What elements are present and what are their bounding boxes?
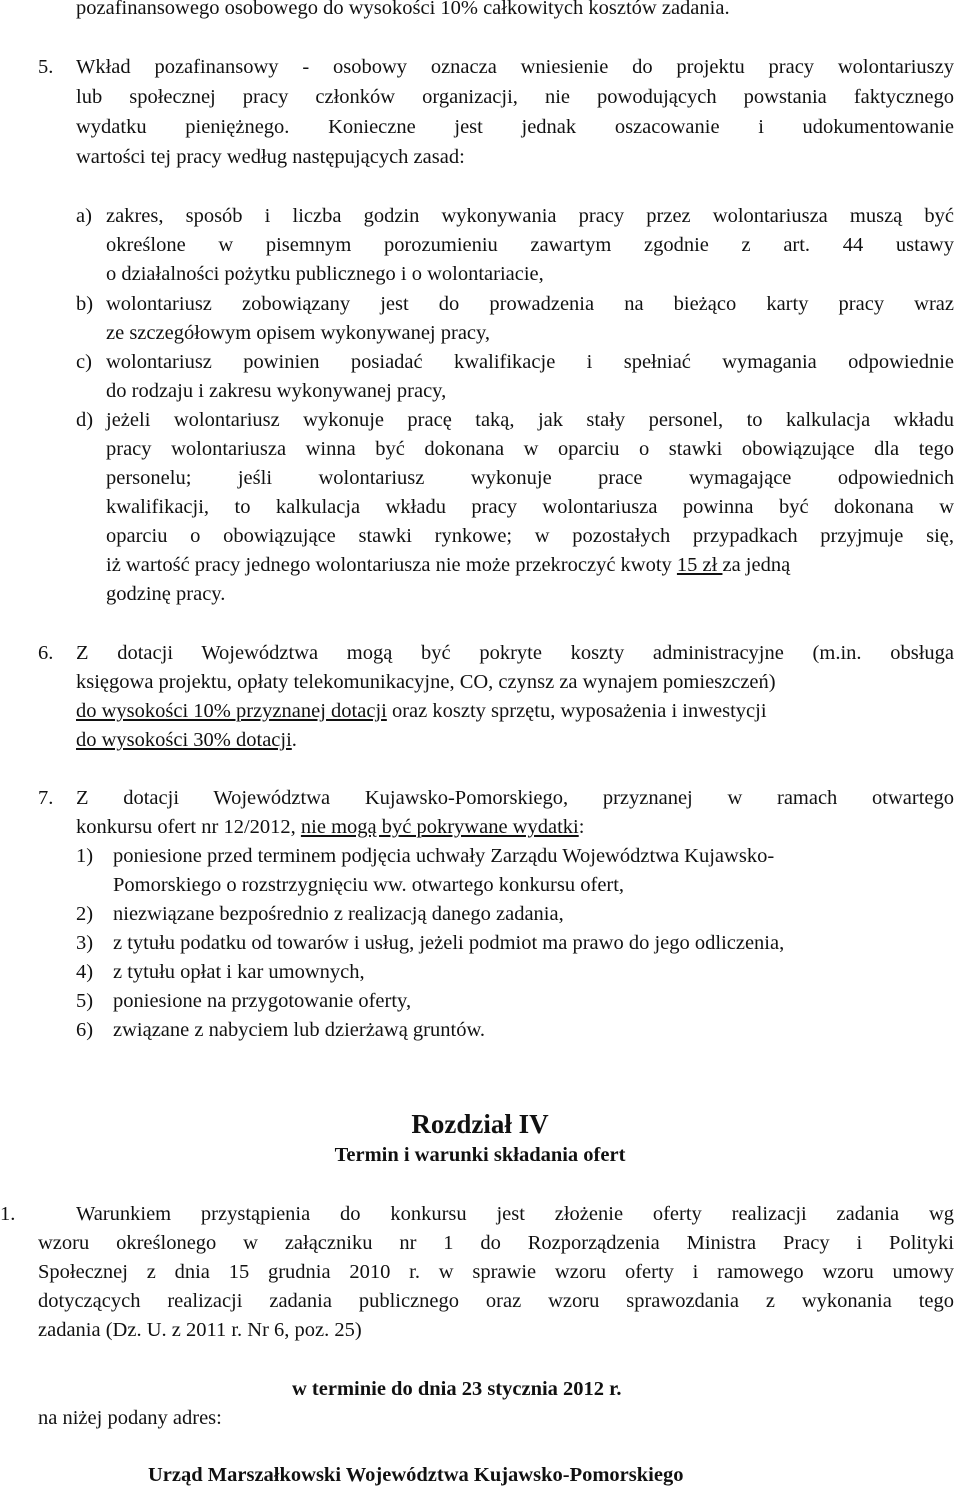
point-6-line-4 [76,726,297,754]
item-c-line-2: do rodzaju i zakresu wykonywanej pracy, [106,380,447,402]
exclusion-4-line-1: z tytułu opłat i kar umownych, [113,961,365,983]
item-d-line-3: personelu; jeśli wolontariusz wykonuje prace wymagające odpowiednich [106,467,954,489]
chapter-subtitle: Termin i warunki składania ofert [334,1144,626,1166]
item-d-line-7: godzinę pracy. [106,583,226,605]
point-7-line-1: Z dotacji Województwa Kujawsko-Pomorskiego, przyznanej w ramach otwartego [76,787,954,809]
equipment-limit: do wysokości 30% dotacji [76,729,292,751]
item-d-line-6-post: za jedną [722,554,791,576]
exclusion-3-number: 3) [76,932,94,954]
chapter-point-1-line-4: dotyczących realizacji zadania publicznego oraz wzoru sprawozdania z wykonania tego [38,1290,954,1312]
item-b-label: b) [76,293,94,315]
rate-amount: 15 zł [676,554,723,576]
item-d-line-6 [106,551,790,579]
exclusion-6-number: 6) [76,1019,94,1041]
point-5-line-3: wydatku pieniężnego. Konieczne jest jednak oszacowanie i udokumentowanie [76,116,954,138]
chapter-point-1-number: 1. [0,1203,16,1225]
point-5-line-1: Wkład pozafinansowy - osobowy oznacza wniesienie do projektu pracy wolontariuszy [76,56,954,78]
chapter-point-1-line-3: Społecznej z dnia 15 grudnia 2010 r. w sprawie wzoru oferty i ramowego wzoru umowy [38,1261,954,1283]
exclusion-2-line-1: niezwiązane bezpośrednio z realizacją danego zadania, [113,903,564,925]
item-a-line-2: określone w pisemnym porozumieniu zawartym zgodnie z art. 44 ustawy [106,234,954,256]
item-d-line-2: pracy wolontariusza winna być dokonana w oparciu o stawki obowiązujące dla tego [106,438,954,460]
point-5-number: 5. [38,56,54,78]
item-d-label: d) [76,409,94,431]
excluded-expenses: nie mogą być pokrywane wydatki [300,816,579,838]
chapter-title: Rozdział IV [411,1109,549,1139]
address-label: na niżej podany adres: [38,1407,222,1429]
item-d-line-5: oparciu o obowiązujące stawki rynkowe; w pozostałych przypadkach przyjmuje się, [106,525,954,547]
item-d-line-1: jeżeli wolontariusz wykonuje pracę taką, jak stały personel, to kalkulacja wkładu [106,409,954,431]
point-7-line-2-pre: konkursu ofert nr 12/2012, [76,816,301,838]
item-d-line-4: kwalifikacji, to kalkulacja wkładu pracy wolontariusza powinna być dokonana w [106,496,954,518]
item-b-line-1: wolontariusz zobowiązany jest do prowadzenia na bieżąco karty pracy wraz [106,293,954,315]
chapter-point-1-line-5: zadania (Dz. U. z 2011 r. Nr 6, poz. 25) [38,1319,362,1341]
exclusion-1-number: 1) [76,845,94,867]
exclusion-5-line-1: poniesione na przygotowanie oferty, [113,990,412,1012]
submission-deadline: w terminie do dnia 23 stycznia 2012 r. [292,1378,622,1400]
item-a-label: a) [76,205,92,227]
point-6-number: 6. [38,642,54,664]
continuation-line: pozafinansowego osobowego do wysokości 10% całkowitych kosztów zadania. [76,0,730,19]
exclusion-1-line-1: poniesione przed terminem podjęcia uchwały Zarządu Województwa Kujawsko- [113,845,775,867]
exclusion-5-number: 5) [76,990,94,1012]
point-6-line-3-rest: oraz koszty sprzętu, wyposażenia i inwestycji [386,700,767,722]
exclusion-6-line-1: związane z nabyciem lub dzierżawą gruntów. [113,1019,486,1041]
point-5-line-4: wartości tej pracy według następujących zasad: [76,146,465,168]
exclusion-4-number: 4) [76,961,94,983]
point-7-number: 7. [38,787,54,809]
item-a-line-3: o działalności pożytku publicznego i o wolontariacie, [106,263,544,285]
office-name: Urząd Marszałkowski Województwa Kujawsko-Pomorskiego [148,1464,684,1486]
point-7-line-2 [76,813,584,841]
item-d-line-6-pre: iż wartość pracy jednego wolontariusza nie może przekroczyć kwoty [106,554,677,576]
point-6-line-2: księgowa projektu, opłaty telekomunikacyjne, CO, czynsz za wynajem pomieszczeń) [76,671,776,693]
chapter-point-1-line-2: wzoru określonego w załączniku nr 1 do Rozporządzenia Ministra Pracy i Polityki [38,1232,954,1254]
exclusion-3-line-1: z tytułu podatku od towarów i usług, jeżeli podmiot ma prawo do jego odliczenia, [113,932,785,954]
point-7-line-2-post: : [578,816,585,838]
exclusion-1-line-2: Pomorskiego o rozstrzygnięciu ww. otwartego konkursu ofert, [113,874,625,896]
item-c-line-1: wolontariusz powinien posiadać kwalifikacje i spełniać wymagania odpowiednie [106,351,954,373]
item-a-line-1: zakres, sposób i liczba godzin wykonywania pracy przez wolontariusza muszą być [106,205,954,227]
point-6-line-4-rest: . [291,729,297,751]
point-6-line-3 [76,697,767,725]
point-6-line-1: Z dotacji Województwa mogą być pokryte koszty administracyjne (m.in. obsługa [76,642,954,664]
point-5-line-2: lub społecznej pracy członków organizacji, nie powodujących powstania faktycznego [76,86,954,108]
item-c-label: c) [76,351,92,373]
admin-limit: do wysokości 10% przyznanej dotacji [76,700,387,722]
chapter-point-1-line-1: Warunkiem przystąpienia do konkursu jest złożenie oferty realizacji zadania wg [76,1203,954,1225]
exclusion-2-number: 2) [76,903,94,925]
item-b-line-2: ze szczegółowym opisem wykonywanej pracy, [106,322,491,344]
